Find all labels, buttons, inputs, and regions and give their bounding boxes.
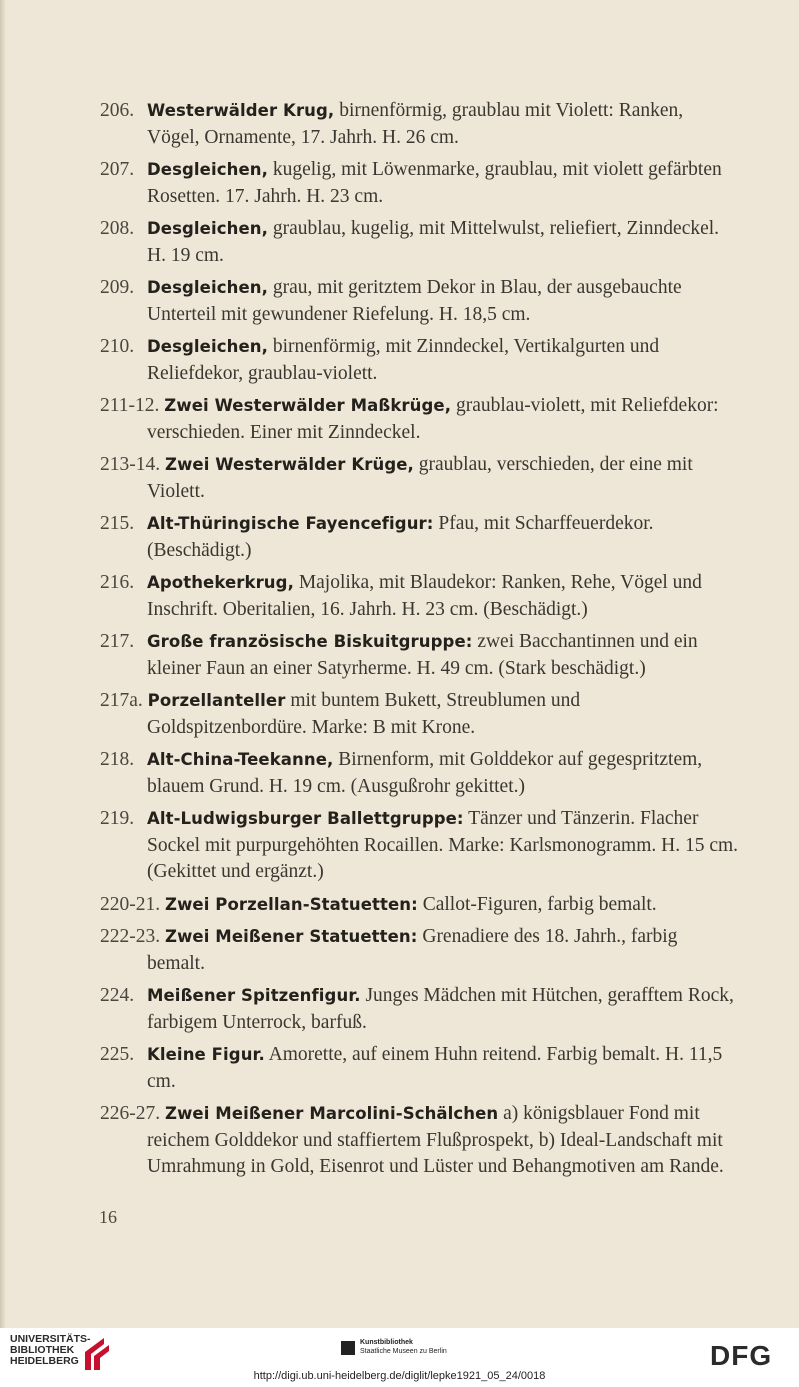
catalog-entry (100, 924, 740, 977)
entry-number: 208. (100, 218, 135, 239)
entry-text: graublau, kugelig, mit Mittelwulst, reliefiert, Zinndeckel. H. 19 cm. (147, 218, 720, 266)
catalog-entry (100, 983, 740, 1036)
entry-heading: Zwei Meißener Marcolini-Schälchen (165, 1104, 499, 1123)
entry-number: 215. (100, 513, 135, 534)
entry-text: Callot-Figuren, farbig bemalt. (422, 893, 657, 915)
entry-number: 207. (100, 159, 135, 180)
entry-text: a) königsblauer Fond mit reichem Golddekor und staffiertem Flußprospekt, b) Ideal-Landschaft mit Umrahmung in Gold, Eisenrot und Lüster und Behangmotiven am Rande. (147, 1103, 724, 1177)
entry-text: kugelig, mit Löwenmarke, graublau, mit violett gefärbten Rosetten. 17. Jahrh. H. 23 cm. (147, 159, 722, 207)
entry-heading: Kleine Figur. (147, 1045, 265, 1064)
entry-number: 217a. (100, 690, 143, 711)
catalog-entry (100, 393, 740, 446)
entry-number: 219. (100, 808, 135, 829)
catalog-entry (100, 157, 740, 210)
ub-line: UNIVERSITÄTS- (10, 1333, 91, 1345)
entry-heading: Desgleichen, (147, 160, 268, 179)
entry-text: Majolika, mit Blaudekor: Ranken, Rehe, Vögel und Inschrift. Oberitalien, 16. Jahrh. H. 23 cm. (Beschädigt.) (147, 572, 702, 620)
entry-text: birnenförmig, graublau mit Violett: Ranken, Vögel, Ornamente, 17. Jahrh. H. 26 cm. (147, 100, 684, 148)
kb-title: Kunstbibliothek (360, 1339, 413, 1346)
entry-heading: Zwei Meißener Statuetten: (165, 927, 418, 946)
entry-heading: Zwei Westerwälder Krüge, (165, 455, 414, 474)
catalog-entry (100, 570, 740, 623)
kunstbibliothek-logo-icon (341, 1341, 355, 1355)
entry-text: Pfau, mit Scharffeuerdekor. (Beschädigt.) (147, 513, 654, 561)
entry-heading: Meißener Spitzenfigur. (147, 986, 361, 1005)
entry-number: 226-27. (100, 1103, 161, 1124)
entry-heading: Alt-Thüringische Fayencefigur: (147, 514, 434, 533)
source-url[interactable]: http://digi.ub.uni-heidelberg.de/diglit/lepke1921_05_24/0018 (253, 1370, 546, 1382)
entry-heading: Desgleichen, (147, 219, 268, 238)
entry-number: 216. (100, 572, 135, 593)
catalog-entry (100, 98, 740, 151)
entry-heading: Große französische Biskuitgruppe: (147, 632, 473, 651)
entry-number: 218. (100, 749, 135, 770)
entry-heading: Zwei Westerwälder Maßkrüge, (164, 396, 452, 415)
entry-number: 210. (100, 336, 135, 357)
catalog-entry (100, 747, 740, 800)
entry-text: Grenadiere des 18. Jahrh., farbig bemalt. (147, 926, 678, 974)
ub-line: HEIDELBERG (10, 1355, 79, 1367)
catalog-entry (100, 511, 740, 564)
ub-heidelberg-logo-text (10, 1334, 91, 1367)
entry-number: 206. (100, 100, 135, 121)
entry-heading: Desgleichen, (147, 278, 268, 297)
entry-heading: Desgleichen, (147, 337, 268, 356)
entry-number: 222-23. (100, 926, 161, 947)
entry-heading: Zwei Porzellan-Statuetten: (165, 894, 418, 914)
entry-heading: Westerwälder Krug, (147, 101, 335, 120)
digitization-footer (0, 1328, 799, 1387)
catalog-entry (100, 892, 740, 919)
catalog-entry (100, 1042, 740, 1095)
entry-number: 225. (100, 1044, 135, 1065)
catalog-entries (100, 98, 740, 1187)
catalog-entry (100, 629, 740, 682)
catalog-entry (100, 452, 740, 505)
entry-number: 211-12. (100, 395, 160, 416)
entry-heading: Apothekerkrug, (147, 573, 294, 592)
entry-heading: Alt-China-Teekanne, (147, 750, 334, 769)
entry-text: graublau, verschieden, der eine mit Violett. (147, 454, 693, 502)
entry-heading: Porzellanteller (147, 691, 286, 710)
catalog-entry (100, 216, 740, 269)
entry-heading: Alt-Ludwigsburger Ballettgruppe: (147, 809, 464, 828)
page-number: 16 (99, 1207, 117, 1227)
entry-number: 220-21. (100, 893, 161, 915)
entry-text: zwei Bacchantinnen und ein kleiner Faun an einer Satyrherme. H. 49 cm. (Stark beschädigt.) (147, 631, 698, 679)
kb-subtitle: Staatliche Museen zu Berlin (360, 1348, 447, 1355)
entry-text: Junges Mädchen mit Hütchen, gerafftem Rock, farbigem Unterrock, barfuß. (147, 985, 734, 1033)
entry-number: 224. (100, 985, 135, 1006)
entry-text: graublau-violett, mit Reliefdekor: verschieden. Einer mit Zinndeckel. (147, 395, 719, 443)
catalog-entry (100, 334, 740, 387)
entry-number: 213-14. (100, 454, 161, 475)
entry-number: 209. (100, 277, 135, 298)
ub-line: BIBLIOTHEK (10, 1344, 75, 1356)
entry-text: birnenförmig, mit Zinndeckel, Vertikalgurten und Reliefdekor, graublau-violett. (147, 336, 660, 384)
entry-number: 217. (100, 631, 135, 652)
dfg-logo: DFG (710, 1340, 773, 1371)
catalog-entry (100, 1101, 740, 1181)
kunstbibliothek-label (360, 1338, 447, 1356)
catalog-entry (100, 275, 740, 328)
catalog-entry (100, 688, 740, 741)
catalog-entry (100, 806, 740, 886)
entry-text: Birnenform, mit Golddekor auf gegespritztem, blauem Grund. H. 19 cm. (Ausgußrohr gekittet.) (147, 749, 703, 797)
entry-text: mit buntem Bukett, Streublumen und Goldspitzenbordüre. Marke: B mit Krone. (147, 690, 581, 738)
ub-heidelberg-emblem-icon (82, 1334, 112, 1374)
entry-text: Amorette, auf einem Huhn reitend. Farbig bemalt. H. 11,5 cm. (147, 1044, 723, 1092)
entry-text: Tänzer und Tänzerin. Flacher Sockel mit purpurgehöhten Rocaillen. Marke: Karlsmonogramm. H. 15 cm. (Gekittet und ergänzt.) (147, 808, 739, 882)
entry-text: grau, mit geritztem Dekor in Blau, der ausgebauchte Unterteil mit gewundener Riefelung. H. 18,5 cm. (147, 277, 682, 325)
